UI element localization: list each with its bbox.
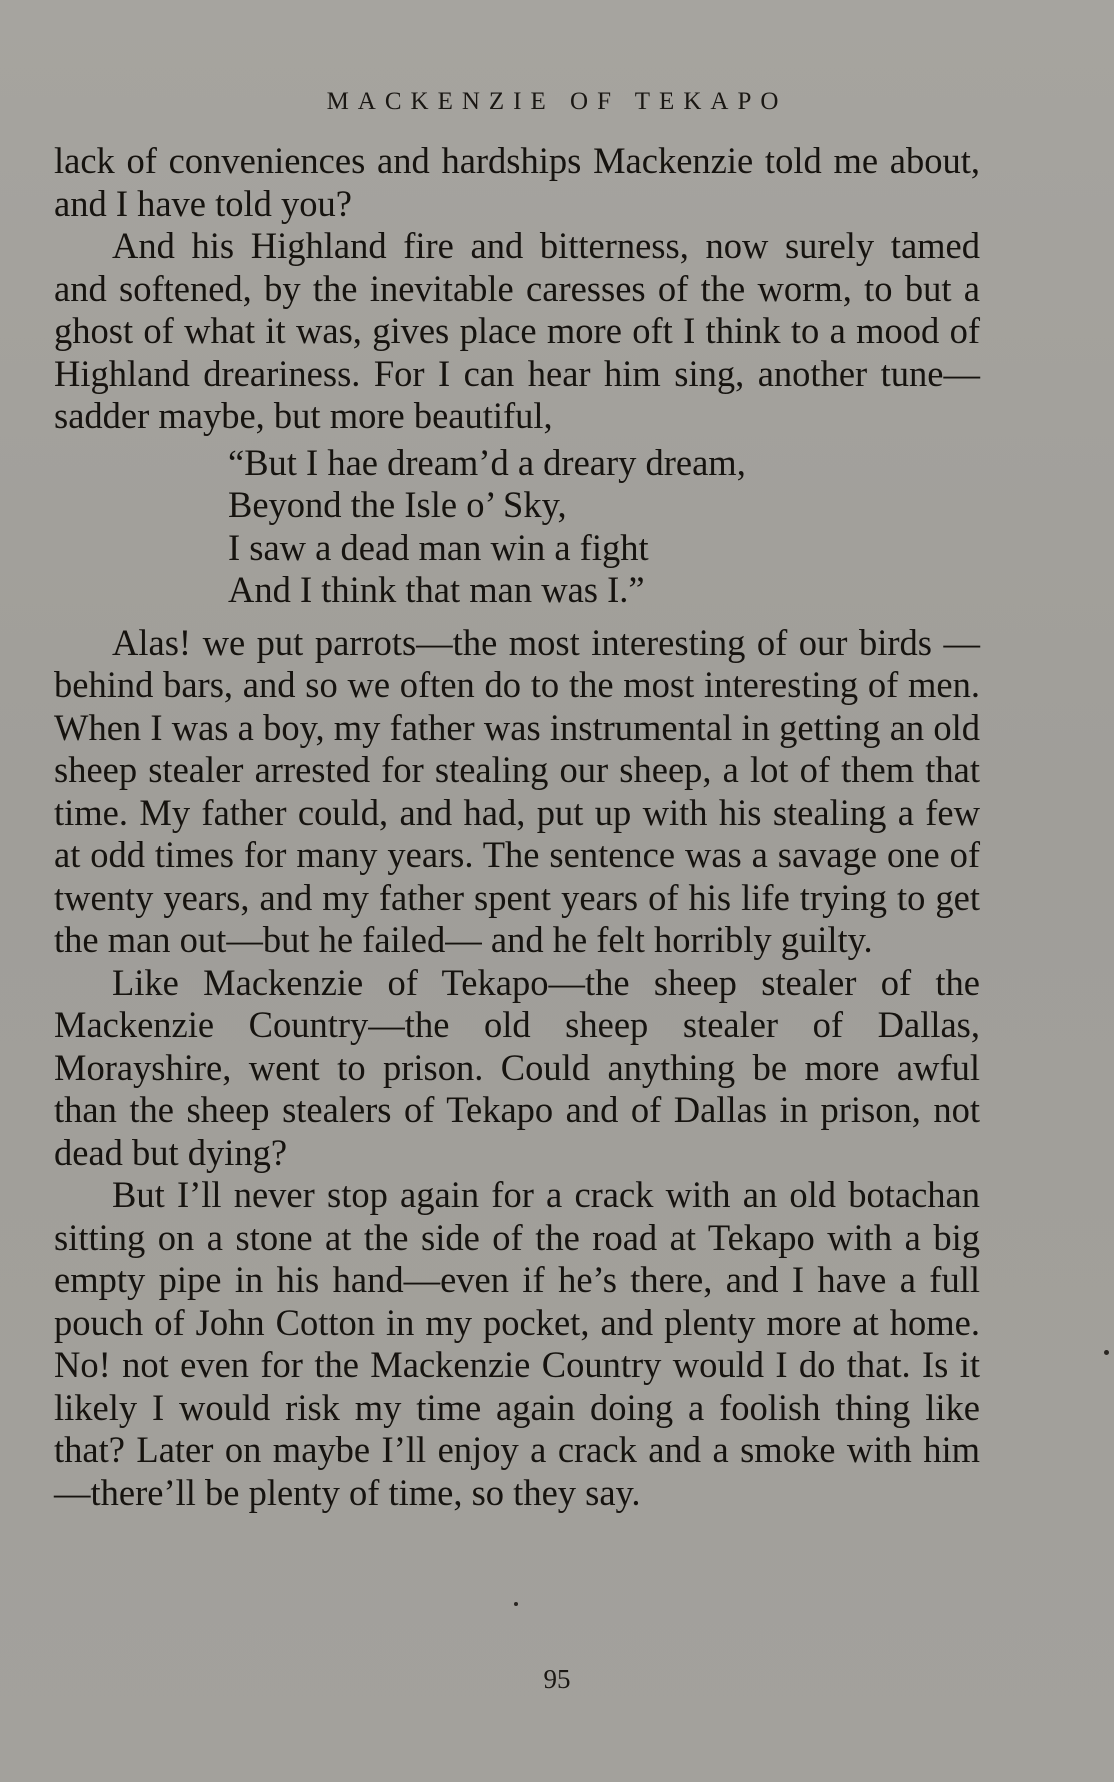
paragraph-5: But I’ll never stop again for a crack with an old botachan sitting on a stone at the side of the road at Tekapo with a big empty pipe in his hand—even if he’s there, and I have a full pouch of John Cotton in my pocket, and plenty more at home. No! not even for the Mackenzie Country would I do that. Is it likely I would risk my time again doing a foolish thing like that? Later on maybe I’ll enjoy a crack and a smoke with him—there’ll be plenty of time, so they say. [54,1174,980,1513]
paper-speck [514,1602,518,1606]
page-number: 95 [543,1664,571,1694]
paper-speck [1104,1350,1109,1355]
verse-line: “But I hae dream’d a dreary dream, [228,441,746,483]
running-head: MACKENZIE OF TEKAPO [326,88,788,115]
verse-line: I saw a dead man win a fight [228,526,649,568]
verse-line: And I think that man was I.” [228,569,645,610]
verse-line: Beyond the Isle o’ Sky, [228,484,567,525]
paragraph-1: lack of conveniences and hardships Mackenzie told me about, and I have told you? [54,140,980,224]
paragraph-4: Like Mackenzie of Tekapo—the sheep stealer of the Mackenzie Country—the old sheep stealer of Dallas, Morayshire, went to prison. Could anything be more awful than the sheep stealers of Tekapo and of Dallas in prison, not dead but dying? [54,961,980,1173]
paragraph-3: Alas! we put parrots—the most interesting of our birds —behind bars, and so we often do to the most interesting of men. When I was a boy, my father was instrumental in getting an old sheep stealer arrested for stealing our sheep, a lot of them that time. My father could, and had, put up with his stealing a few at odd times for many years. The sentence was a savage one of twenty years, and my father spent years of his life trying to get the man out—but he failed— and he felt horribly guilty. [54,621,980,960]
verse-quote [228,442,980,612]
paragraph-2: And his Highland fire and bitterness, now surely tamed and softened, by the inevitable caresses of the worm, to but a ghost of what it was, gives place more oft I think to a mood of Highland dreariness. For I can hear him sing, another tune—sadder maybe, but more beautiful, [54,225,980,436]
body-text [54,140,980,1514]
